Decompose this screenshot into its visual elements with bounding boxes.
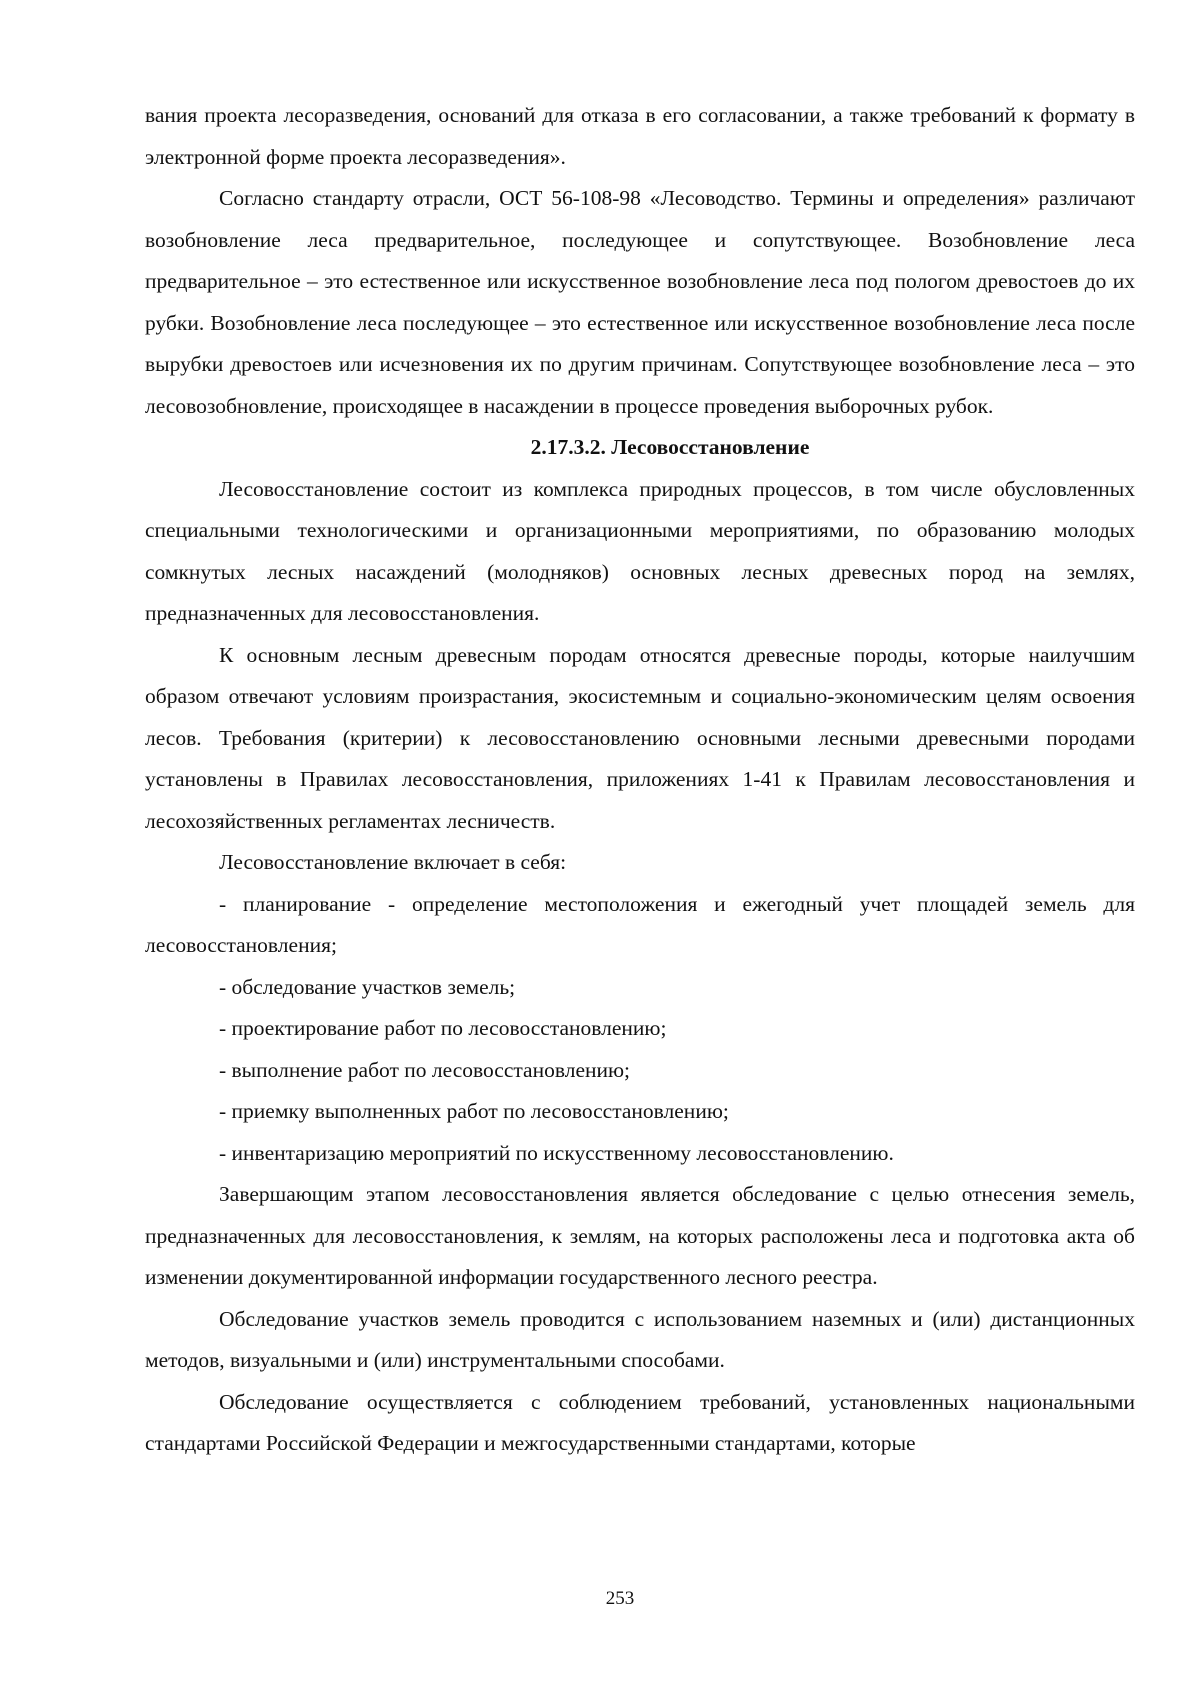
- list-item-planning: - планирование - определение местоположения и ежегодный учет площадей земель для лесовосстановления;: [145, 891, 1135, 957]
- paragraph-forest-renewal-types: Согласно стандарту отрасли, ОСТ 56-108-98 «Лесоводство. Термины и определения» различают возобновление леса предварительное, последующее и сопутствующее. Возобновление леса предварительное – это естественное или искусственное возобновление леса под пологом древостоев до их рубки. Возобновление леса последующее – это естественное или искусственное возобновление леса после вырубки древостоев или исчезновения их по другим причинам. Сопутствующее возобновление леса – это лесовозобновление, происходящее в насаждении в процессе проведения выборочных рубок.: [145, 186, 1135, 418]
- paragraph-final-stage: Завершающим этапом лесовосстановления является обследование с целью отнесения земель, предназначенных для лесовосстановления, к землям, на которых расположены леса и подготовка акта об изменении документированной информации государственного лесного реестра.: [145, 1182, 1135, 1289]
- section-heading: 2.17.3.2. Лесовосстановление: [530, 435, 810, 459]
- list-item-inspection: - обследование участков земель;: [219, 974, 516, 999]
- list-item-design: - проектирование работ по лесовосстановлению;: [219, 1016, 667, 1040]
- paragraph-reforestation-definition: Лесовосстановление состоит из комплекса природных процессов, в том числе обусловленных специальными технологическими и организационными мероприятиями, по образованию молодых сомкнутых лесных насаждений (молодняков) основных лесных древесных пород на землях, предназначенных для лесовосстановления.: [145, 476, 1135, 625]
- paragraph-main-tree-species: К основным лесным древесным породам относятся древесные породы, которые наилучшим образом отвечают условиям произрастания, экосистемным и социально-экономическим целям освоения лесов. Требования (критерии) к лесовосстановлению основными лесными древесными породами установлены в Правилах лесовосстановления, приложениях 1-41 к Правилам лесовосстановления и лесохозяйственных регламентах лесничеств.: [145, 642, 1135, 833]
- list-item-acceptance: - приемку выполненных работ по лесовосстановлению;: [219, 1099, 729, 1123]
- paragraph-inspection-methods: Обследование участков земель проводится с использованием наземных и (или) дистанционных методов, визуальными и (или) инструментальными способами.: [145, 1306, 1135, 1372]
- document-body: [145, 95, 1135, 1465]
- list-item-inventory: - инвентаризацию мероприятий по искусственному лесовосстановлению.: [219, 1140, 894, 1165]
- page-number: 253: [605, 1588, 635, 1609]
- paragraph-list-intro: Лесовосстановление включает в себя:: [219, 850, 567, 874]
- paragraph-inspection-standards: Обследование осуществляется с соблюдением требований, установленных национальными стандартами Российской Федерации и межгосударственными стандартами, которые: [145, 1389, 1135, 1455]
- paragraph-continuation: вания проекта лесоразведения, оснований для отказа в его согласовании, а также требований к формату в электронной форме проекта лесоразведения».: [145, 103, 1135, 169]
- list-item-execution: - выполнение работ по лесовосстановлению;: [219, 1057, 631, 1082]
